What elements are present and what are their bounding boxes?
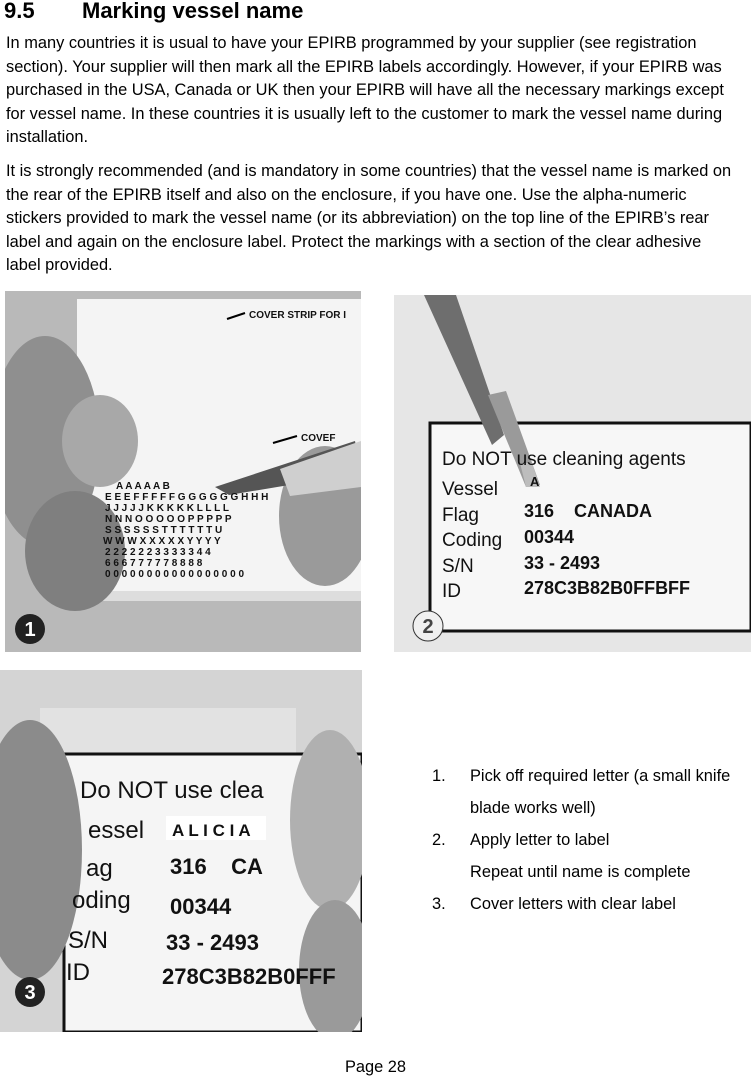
label-id-key-3: ID <box>66 959 90 986</box>
label-coding-val-3: 00344 <box>170 894 232 919</box>
sticker-row: J J J J J K K K K K L L L L <box>105 503 229 514</box>
sticker-row: W W W X X X X X Y Y Y Y <box>103 536 221 547</box>
sticker-row: S S S S S S T T T T T T U <box>105 525 223 536</box>
photo-cover-letters <box>0 670 362 1032</box>
sticker-row: A A A A A B <box>116 481 170 492</box>
section-heading <box>4 0 303 24</box>
label-vessel-key-2: Vessel <box>442 479 498 500</box>
label-sn-val-3: 33 - 2493 <box>166 930 259 955</box>
instruction-steps <box>432 760 742 920</box>
intro-paragraph: In many countries it is usual to have your EPIRB programmed by your supplier (see registration section). Your supplier will then mark all the EPIRB labels accordingly. However, if your EPIRB was purchased in the USA, Canada or UK then your EPIRB will have all the necessary markings except for vessel name. In these countries it is usually left to the customer to mark the vessel name during installation. <box>6 34 724 147</box>
cover-strip-callout: COVER STRIP FOR I <box>249 310 347 321</box>
step-number: 2. <box>432 831 446 849</box>
step-text: Pick off required letter (a small knife blade works well) <box>470 767 731 817</box>
sticker-row: E E E F F F F F G G G G G G H H H <box>105 492 269 503</box>
label-vessel-key-3: essel <box>88 817 145 844</box>
recommendation-paragraph: It is strongly recommended (and is mandatory in some countries) that the vessel name is marked on the rear of the EPIRB itself and also on the enclosure, if you have one. Use the alpha-numeric stickers provided to mark the vessel name (or its abbreviation) on the top line of the EPIRB’s rear label and again on the enclosure label. Protect the markings with a section of the clear adhesive label provided. <box>6 162 732 275</box>
photo-sticker-sheet <box>5 291 361 652</box>
sticker-row: 0 0 0 0 0 0 0 0 0 0 0 0 0 0 0 0 0 <box>105 569 244 580</box>
step-badge-3: 3 <box>24 982 36 1004</box>
step-item <box>432 824 742 888</box>
photo-apply-letter-graphic <box>394 295 751 652</box>
label-flag-key-3: ag <box>86 855 113 882</box>
label-id-val-3: 278C3B82B0FFF <box>162 964 336 989</box>
photo-cover-letters-graphic <box>0 670 362 1032</box>
label-coding-val-2: 00344 <box>524 527 575 547</box>
label-id-val-2: 278C3B82B0FFBFF <box>524 578 691 598</box>
step-text: Apply letter to label <box>470 831 610 849</box>
cover-callout-mid: COVEF <box>301 433 336 444</box>
step-item <box>432 888 742 920</box>
label-coding-key-3: oding <box>72 887 131 914</box>
step-badge-1: 1 <box>24 619 36 641</box>
step-subtext: Repeat until name is complete <box>470 863 691 881</box>
label-id-key-2: ID <box>442 581 461 602</box>
section-number: 9.5 <box>4 0 35 23</box>
label-vessel-val-3: A L I C I A <box>172 821 251 840</box>
step-text: Cover letters with clear label <box>470 895 676 913</box>
label-flag-val-2: 316 CANADA <box>524 501 653 521</box>
step-badge-2: 2 <box>422 616 434 638</box>
label-vessel-val-2: A <box>530 474 540 489</box>
photo-sticker-sheet-graphic <box>5 291 361 652</box>
step-number: 3. <box>432 895 446 913</box>
label-coding-key-2: Coding <box>442 530 503 551</box>
sticker-row: N N N O O O O O P P P P P <box>105 514 232 525</box>
step-number: 1. <box>432 767 446 785</box>
label-header-3: Do NOT use clea <box>80 777 264 804</box>
sticker-row: 6 6 6 7 7 7 7 7 8 8 8 8 <box>105 558 203 569</box>
label-sn-val-2: 33 - 2493 <box>524 553 601 573</box>
section-title: Marking vessel name <box>82 0 304 23</box>
photo-apply-letter <box>394 295 751 652</box>
label-sn-key-3: S/N <box>68 927 109 954</box>
label-header-2: Do NOT use cleaning agents <box>442 449 686 470</box>
page-number: Page 28 <box>344 1058 407 1076</box>
label-flag-val-3: 316 CA <box>170 854 263 879</box>
label-flag-key-2: Flag <box>442 505 479 526</box>
sticker-row: 2 2 2 2 2 2 3 3 3 3 3 4 4 <box>105 547 211 558</box>
label-sn-key-2: S/N <box>442 556 474 577</box>
step-item <box>432 760 742 824</box>
